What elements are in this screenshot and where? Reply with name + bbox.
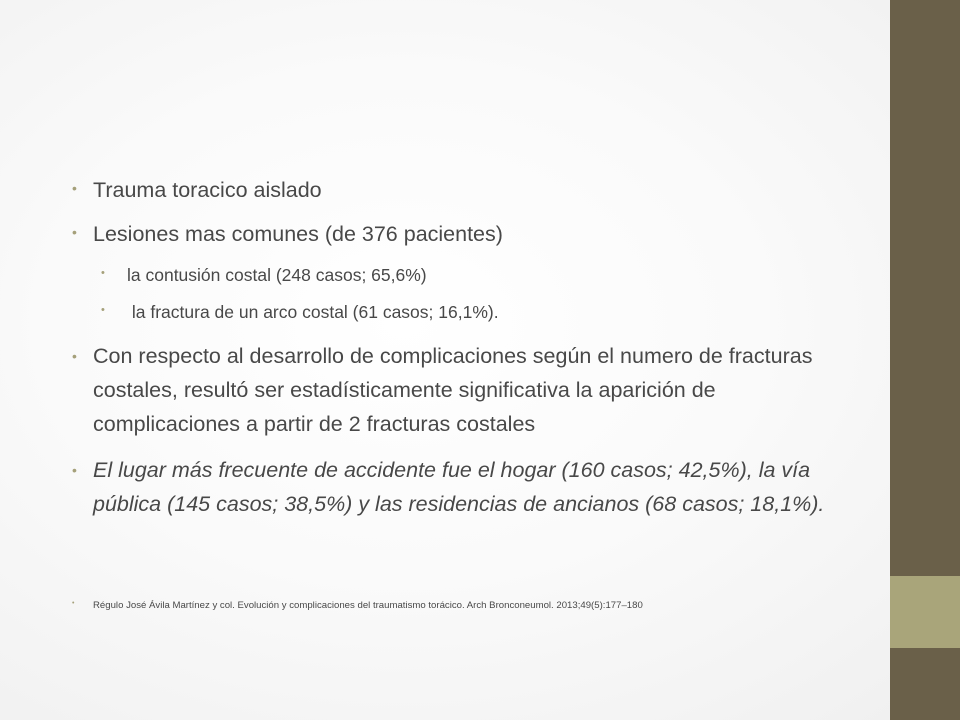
accent-band-middle	[890, 576, 960, 648]
bullet-text: la fractura de un arco costal (61 casos; 16,1%).	[127, 302, 499, 322]
bullet-item-lesiones	[72, 222, 503, 247]
bullet-item-lugar-accidente	[72, 453, 853, 521]
sub-bullet-contusion	[101, 265, 427, 286]
bullet-item-trauma	[72, 178, 322, 203]
bullet-icon: •	[101, 304, 105, 316]
bullet-icon: •	[72, 180, 77, 196]
reference-citation	[72, 600, 643, 611]
bullet-item-complicaciones	[72, 339, 853, 441]
bullet-icon: •	[72, 224, 77, 240]
accent-band-top	[890, 0, 960, 576]
bullet-text: la contusión costal (248 casos; 65,6%)	[127, 265, 427, 285]
reference-text: Régulo José Ávila Martínez y col. Evolución y complicaciones del traumatismo torácico. Arch Bronconeumol. 2013;49(5):177–180	[93, 600, 643, 611]
accent-band-bottom	[890, 648, 960, 720]
sub-bullet-fractura	[101, 302, 499, 323]
bullet-text: Trauma toracico aislado	[93, 178, 322, 202]
bullet-icon: •	[101, 267, 105, 279]
bullet-icon: •	[72, 348, 77, 364]
bullet-icon: •	[72, 600, 75, 607]
bullet-text: Lesiones mas comunes (de 376 pacientes)	[93, 222, 503, 246]
bullet-text: Con respecto al desarrollo de complicaciones según el numero de fracturas costales, resultó ser estadísticamente significativa la aparición de complicaciones a partir de 2 fracturas costales	[93, 344, 813, 436]
bullet-text: El lugar más frecuente de accidente fue el hogar (160 casos; 42,5%), la vía pública (145 casos; 38,5%) y las residencias de ancianos (68 casos; 18,1%).	[93, 458, 825, 516]
bullet-icon: •	[72, 462, 77, 478]
